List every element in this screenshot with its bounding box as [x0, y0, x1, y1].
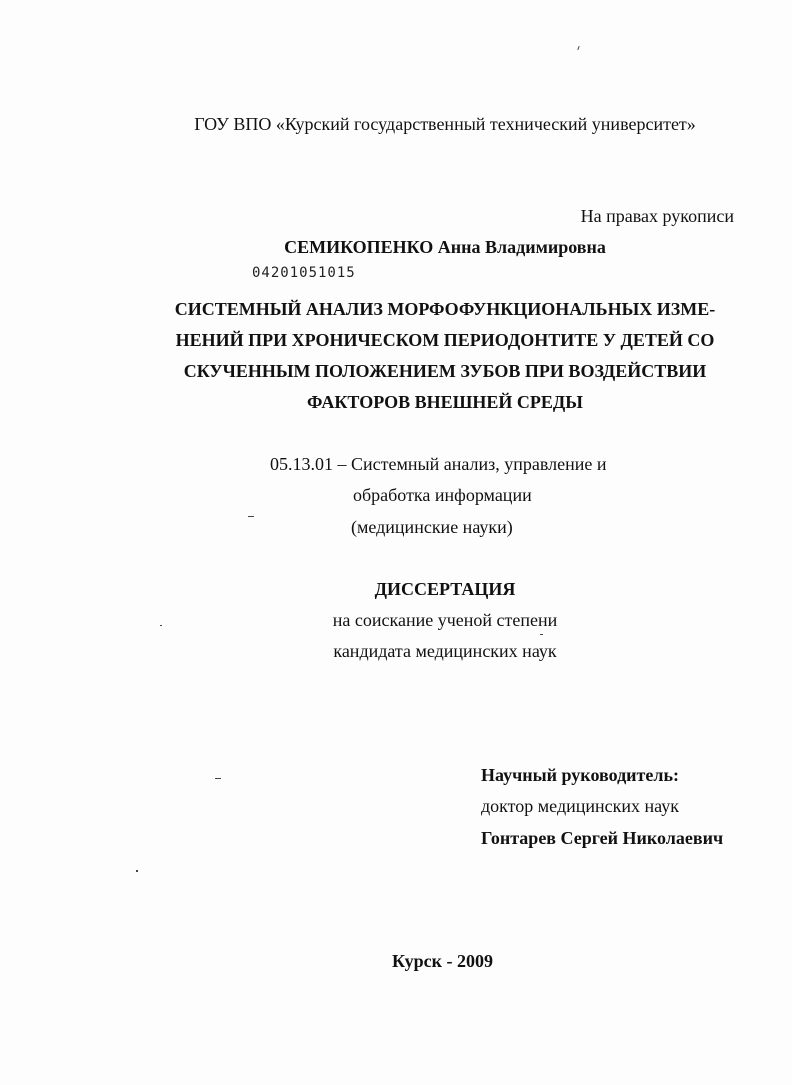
title-line: НЕНИЙ ПРИ ХРОНИЧЕСКОМ ПЕРИОДОНТИТЕ У ДЕТЕЙ СО [175, 330, 715, 350]
scan-speck [215, 778, 221, 779]
scan-speck [540, 634, 543, 635]
scan-speck [160, 625, 162, 626]
specialty-field: (медицинские науки) [351, 517, 513, 537]
scan-speck [577, 46, 579, 50]
author-name: СЕМИКОПЕНКО Анна Владимировна [284, 237, 606, 257]
supervisor-degree: доктор медицинских наук [481, 796, 679, 816]
degree-purpose-line: на соискание ученой степени [332, 610, 558, 630]
degree-name-line: кандидата медицинских наук [333, 641, 557, 661]
scan-speck [136, 870, 138, 872]
specialty-code-line: 05.13.01 – Системный анализ, управление и [270, 454, 607, 474]
supervisor-label: Научный руководитель: [481, 765, 679, 785]
institution-name: ГОУ ВПО «Курский государственный технический университет» [194, 114, 696, 134]
city-year: Курск - 2009 [392, 951, 493, 971]
title-line: СКУЧЕННЫМ ПОЛОЖЕНИЕМ ЗУБОВ ПРИ ВОЗДЕЙСТВИИ [183, 361, 707, 381]
dissertation-heading: ДИССЕРТАЦИЯ [374, 579, 516, 599]
title-line: ФАКТОРОВ ВНЕШНЕЙ СРЕДЫ [307, 392, 583, 412]
registration-stamp-number: 04201051015 [252, 265, 356, 281]
title-line: СИСТЕМНЫЙ АНАЛИЗ МОРФОФУНКЦИОНАЛЬНЫХ ИЗМЕ- [174, 299, 716, 319]
scan-speck [248, 516, 254, 517]
manuscript-rights-note: На правах рукописи [580, 206, 734, 226]
supervisor-name: Гонтарев Сергей Николаевич [481, 828, 724, 848]
specialty-line: обработка информации [353, 485, 532, 505]
